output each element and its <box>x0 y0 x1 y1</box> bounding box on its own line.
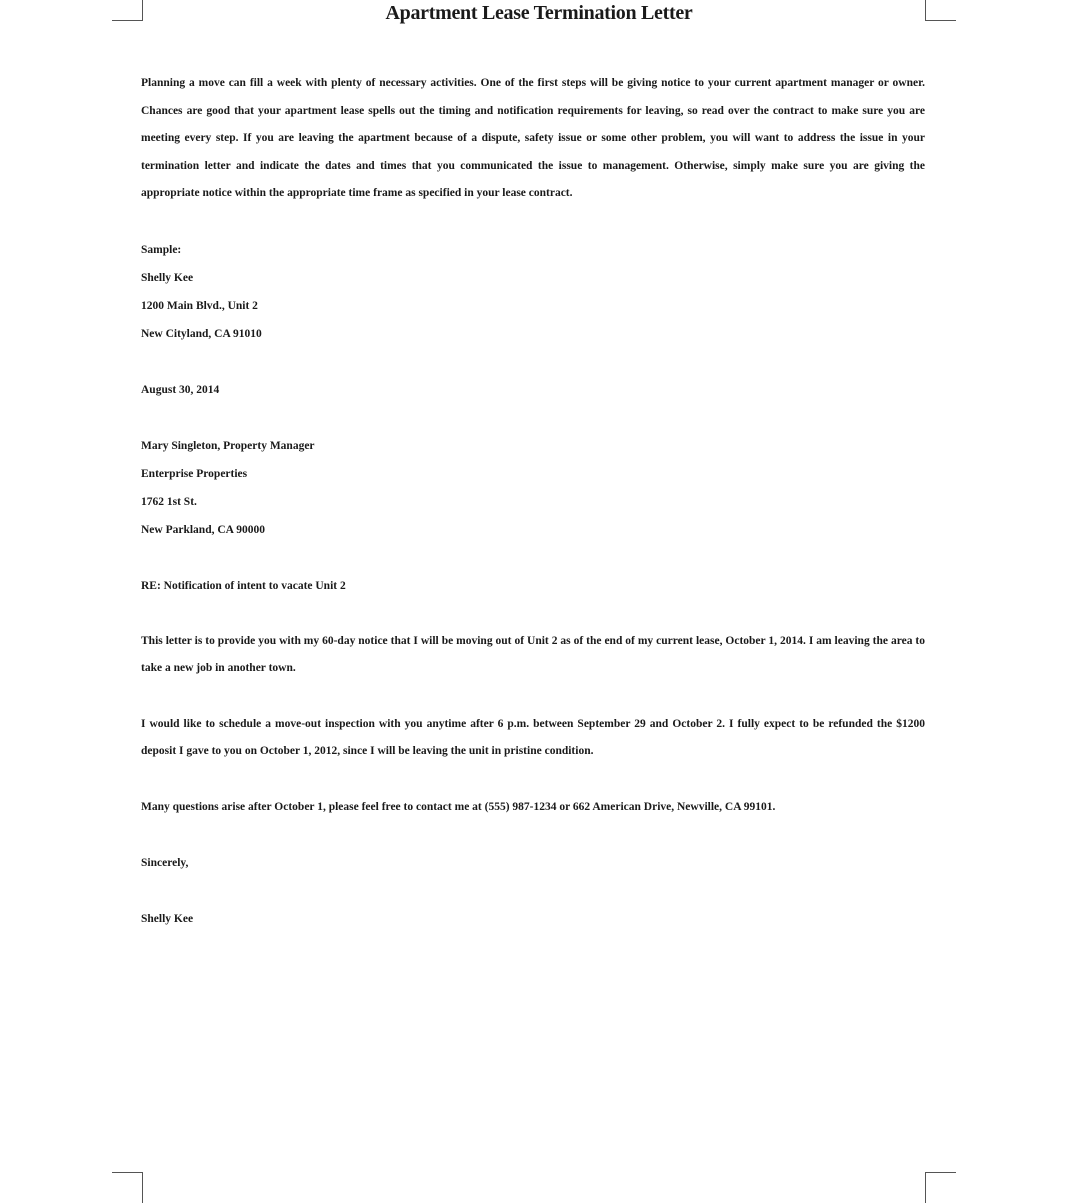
sender-street: 1200 Main Blvd., Unit 2 <box>141 299 258 312</box>
sample-label: Sample: <box>141 243 182 256</box>
crop-mark-bottom-left <box>112 1172 143 1203</box>
recipient-company: Enterprise Properties <box>141 467 248 480</box>
letter-content <box>141 70 925 933</box>
recipient-name-title: Mary Singleton, Property Manager <box>141 439 315 452</box>
subject-line: RE: Notification of intent to vacate Unit 2 <box>141 579 346 592</box>
intro-paragraph: Planning a move can fill a week with plenty of necessary activities. One of the first steps will be giving notice to your current apartment manager or owner. Chances are good that your apartment lease spells out the timing and notification requirements for leaving, so read over the contract to make sure you are meeting every step. If you are leaving the apartment because of a dispute, safety issue or some other problem, you will want to address the issue in your termination letter and indicate the dates and times that you communicated the issue to management. Otherwise, simply make sure you are giving the appropriate notice within the appropriate time frame as specified in your lease contract. <box>141 77 925 199</box>
recipient-city: New Parkland, CA 90000 <box>141 523 265 536</box>
sender-city: New Cityland, CA 91010 <box>141 327 262 340</box>
closing: Sincerely, <box>141 857 189 869</box>
crop-mark-bottom-right <box>925 1172 956 1203</box>
body-paragraph-1: This letter is to provide you with my 60-day notice that I will be moving out of Unit 2 as of the end of my current lease, October 1, 2014. I am leaving the area to take a new job in another town. <box>141 634 925 674</box>
document-title: Apartment Lease Termination Letter <box>385 2 693 24</box>
signature: Shelly Kee <box>141 913 194 925</box>
letter-date: August 30, 2014 <box>141 383 220 396</box>
sender-name: Shelly Kee <box>141 271 194 284</box>
body-paragraph-3: Many questions arise after October 1, please feel free to contact me at (555) 987-1234 or 662 American Drive, Newville, CA 99101. <box>141 800 776 813</box>
recipient-street: 1762 1st St. <box>141 495 197 508</box>
body-paragraph-2: I would like to schedule a move-out inspection with you anytime after 6 p.m. between September 29 and October 2. I fully expect to be refunded the $1200 deposit I gave to you on October 1, 2012, since I will be leaving the unit in pristine condition. <box>141 717 925 757</box>
